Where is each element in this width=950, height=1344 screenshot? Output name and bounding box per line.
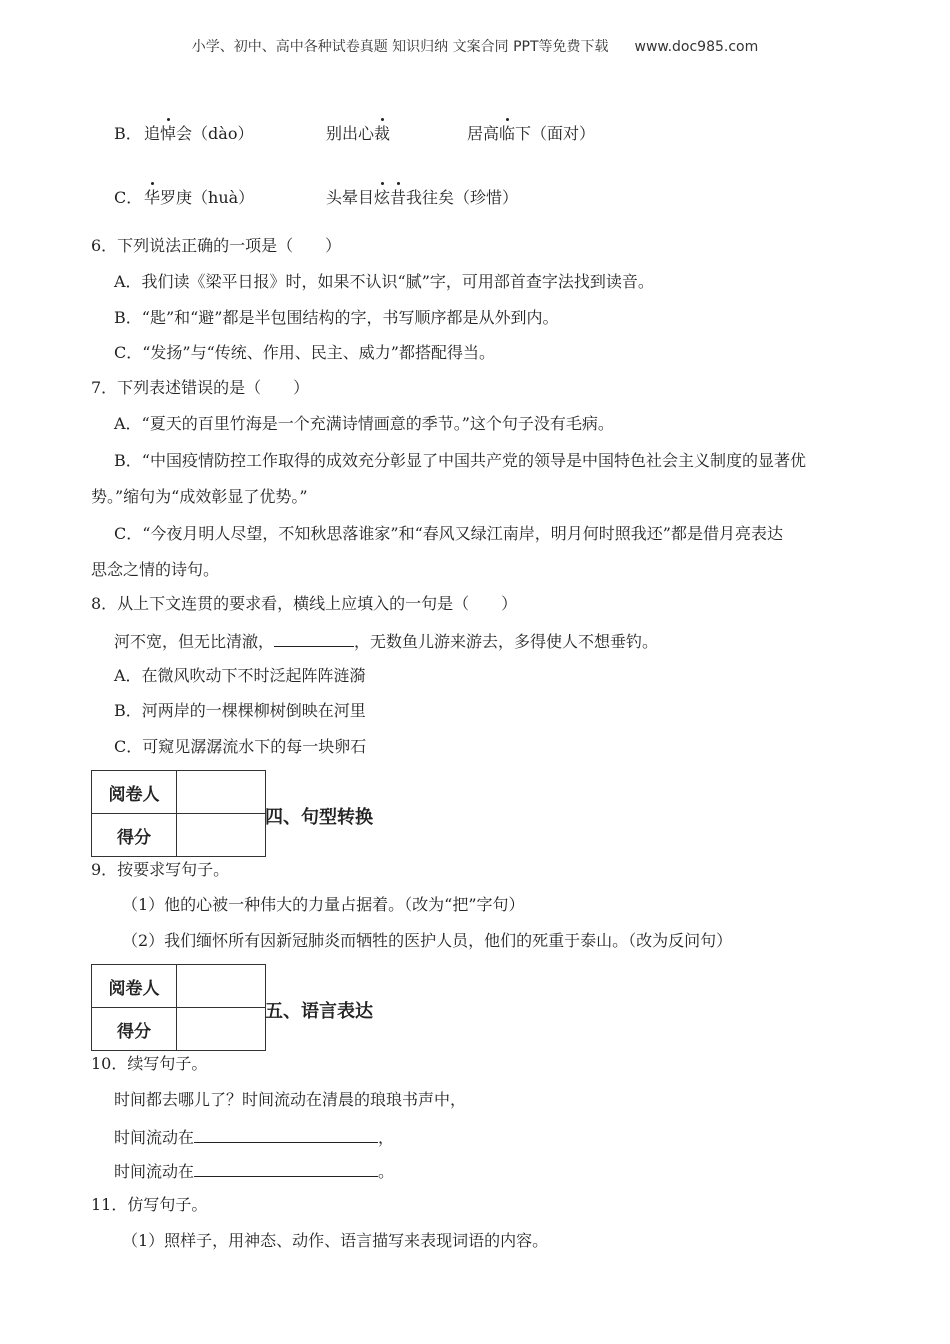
dotted-char: 昔 — [390, 186, 406, 210]
q7-option-b-line-2: 势。”缩句为“成效彰显了优势。” — [91, 487, 308, 506]
q9-sentence-1: （1）他的心被一种伟大的力量占据着。（改为“把”字句） — [122, 895, 525, 914]
header-url[interactable]: www.doc985.com — [634, 39, 759, 55]
q9-sentence-2: （2）我们缅怀所有因新冠肺炎而牺牲的医护人员，他们的死重于泰山。（改为反问句） — [122, 931, 733, 950]
q10-stem: 10．续写句子。 — [91, 1054, 208, 1073]
reviewer-cell[interactable] — [177, 771, 266, 814]
q7-option-a: A．“夏天的百里竹海是一个充满诗情画意的季节。”这个句子没有毛病。 — [114, 414, 614, 433]
q6-option-b: B．“匙”和“避”都是半包围结构的字，书写顺序都是从外到内。 — [114, 308, 559, 327]
q6-option-c: C．“发扬”与“传统、作用、民主、威力”都搭配得当。 — [114, 343, 495, 362]
q8-passage: 河不宽，但无比清澈， ，无数鱼儿游来游去，多得使人不想垂钓。 — [114, 628, 658, 654]
section-4-title: 四、句型转换 — [265, 807, 373, 828]
q10-line-3: 时间流动在 。 — [114, 1158, 394, 1184]
score-cell[interactable] — [177, 814, 266, 857]
q9-stem: 9．按要求写句子。 — [91, 860, 230, 879]
q8-option-c: C．可窥见潺潺流水下的每一块卵石 — [114, 737, 367, 756]
q5-option-b-term-2: 别出心裁 — [326, 122, 390, 146]
dotted-char: 华 — [144, 186, 160, 210]
q5-option-c-term-2: 头晕目炫昔我往矣（珍惜） — [326, 186, 518, 210]
score-cell[interactable] — [177, 1008, 266, 1051]
q11-stem: 11．仿写句子。 — [91, 1195, 208, 1214]
q5-option-b-term-3: 居高临下（面对） — [467, 122, 595, 146]
page-header — [0, 36, 950, 56]
score-label: 得分 — [92, 1008, 177, 1051]
reviewer-label: 阅卷人 — [92, 771, 177, 814]
q5-option-c-label: C． — [114, 188, 143, 207]
q5-option-b-term-1: 追悼会（dào） — [144, 122, 253, 146]
q10-line-2: 时间流动在 ， — [114, 1124, 394, 1150]
fill-blank[interactable] — [194, 1158, 378, 1177]
dotted-char: 裁 — [374, 122, 390, 146]
q11-sentence-1: （1）照样子，用神态、动作、语言描写来表现词语的内容。 — [122, 1231, 549, 1250]
q6-stem: 6．下列说法正确的一项是（ ） — [91, 236, 342, 255]
header-text: 小学、初中、高中各种试卷真题 知识归纳 文案合同 PPT等免费下载 — [191, 39, 609, 55]
q10-line-1: 时间都去哪儿了？时间流动在清晨的琅琅书声中， — [114, 1090, 467, 1109]
score-label: 得分 — [92, 814, 177, 857]
score-box — [91, 964, 266, 1051]
q7-option-c-line-2: 思念之情的诗句。 — [91, 560, 220, 579]
q8-stem: 8．从上下文连贯的要求看，横线上应填入的一句是（ ） — [91, 594, 518, 613]
q5-option-c-term-1: 华罗庚（huà） — [144, 186, 254, 210]
fill-blank[interactable] — [194, 1124, 378, 1143]
q8-option-b: B．河两岸的一棵棵柳树倒映在河里 — [114, 701, 366, 720]
q6-option-a: A．我们读《梁平日报》时，如果不认识“腻”字，可用部首查字法找到读音。 — [114, 272, 654, 291]
q7-stem: 7．下列表述错误的是（ ） — [91, 378, 310, 397]
section-5-title: 五、语言表达 — [265, 1001, 373, 1022]
reviewer-cell[interactable] — [177, 965, 266, 1008]
q5-option-b-label: B． — [114, 124, 142, 143]
dotted-char: 炫 — [374, 186, 390, 210]
reviewer-label: 阅卷人 — [92, 965, 177, 1008]
q7-option-c-line-1: C．“今夜月明人尽望，不知秋思落谁家”和“春风又绿江南岸，明月何时照我还”都是借月亮表达 — [114, 524, 783, 543]
fill-blank[interactable] — [274, 628, 354, 647]
dotted-char: 悼 — [160, 122, 176, 146]
q7-option-b-line-1: B．“中国疫情防控工作取得的成效充分彰显了中国共产党的领导是中国特色社会主义制度的显著优 — [114, 451, 806, 470]
dotted-char: 临 — [499, 122, 515, 146]
q8-option-a: A．在微风吹动下不时泛起阵阵涟漪 — [114, 666, 366, 685]
score-box — [91, 770, 266, 857]
